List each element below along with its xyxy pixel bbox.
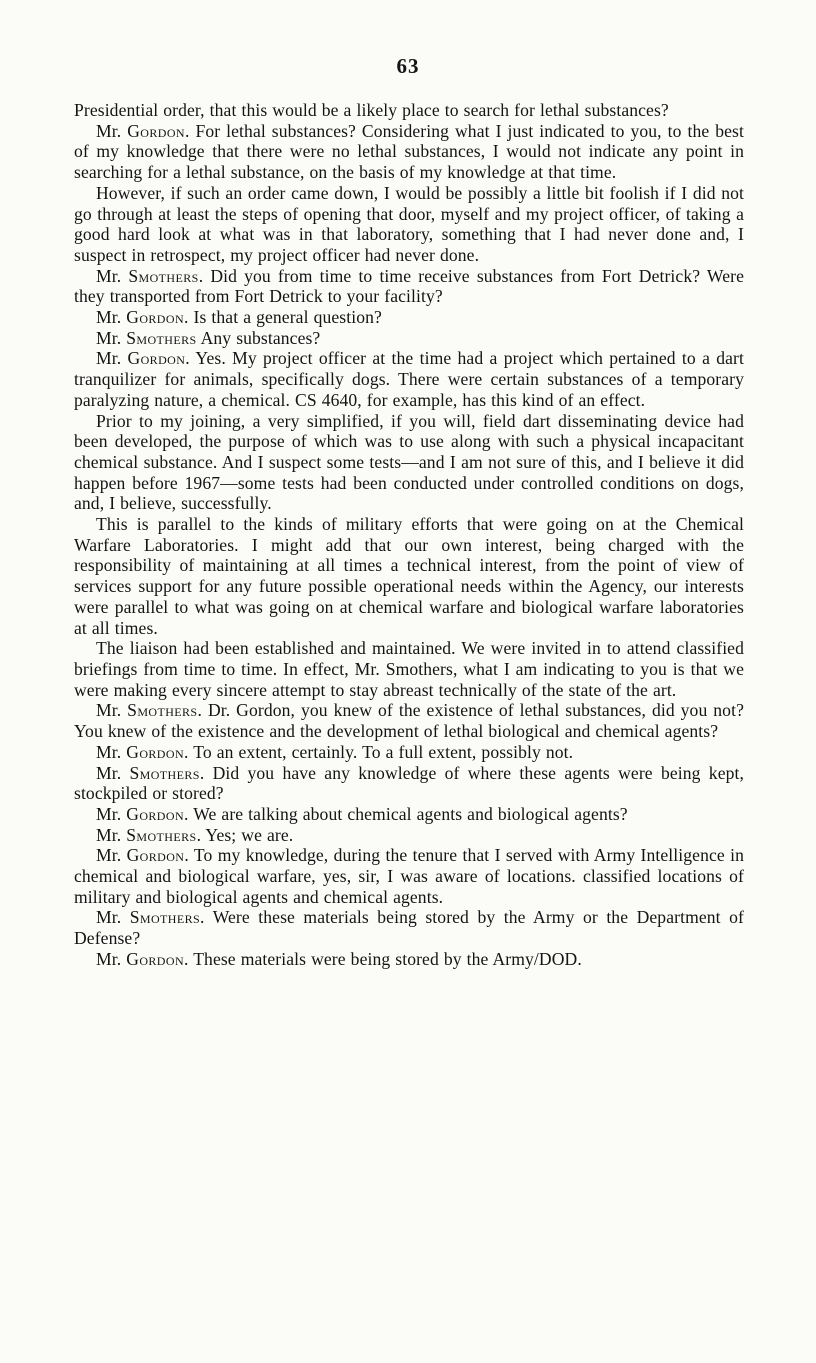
speaker-prefix: Mr. bbox=[96, 762, 130, 783]
paragraph bbox=[74, 742, 744, 763]
speaker-name: Smothers bbox=[127, 700, 198, 721]
paragraph-text: The liaison had been established and maintained. We were invited in to attend classified briefings from time to time. In effect, Mr. Smothers, what I am indicating to you is that we were making every sincere attempt to stay abreast technically of the state of the art. bbox=[74, 638, 744, 700]
paragraph-text: However, if such an order came down, I would be possibly a little bit foolish if I did not go through at least the steps of opening that door, myself and my project officer, of taking a good hard look at what was in that laboratory, something that I had never done and, I suspect in retrospect, my project officer had never done. bbox=[74, 182, 744, 265]
paragraph-text: Dr. Gordon, you knew of the existence of lethal substances, did you not? You knew of the existence and the development of lethal biological and chemical agents? bbox=[74, 700, 744, 742]
paragraph-text: To an extent, certainly. To a full extent, possibly not. bbox=[193, 741, 574, 762]
speaker-prefix: Mr. bbox=[96, 803, 127, 824]
speaker-after: . bbox=[185, 348, 196, 369]
paragraph-text: Is that a general question? bbox=[193, 307, 382, 328]
paragraph bbox=[74, 638, 744, 700]
paragraph-text: These materials were being stored by the Army/DOD. bbox=[193, 948, 582, 969]
speaker-after: . bbox=[184, 307, 194, 328]
paragraph bbox=[74, 100, 744, 121]
speaker-after: . bbox=[184, 803, 194, 824]
paragraph-text: Yes. My project officer at the time had a project which pertained to a dart tranquilizer for animals, specifically dogs. There were certain substances of a temporary paralyzing nature, a chemical. CS 4640, for example, has this kind of an effect. bbox=[74, 348, 745, 410]
speaker-name: Gordon bbox=[127, 348, 186, 369]
speaker-prefix: Mr. bbox=[96, 348, 128, 369]
paragraph-text: To my knowledge, during the tenure that I served with Army Intelligence in chemical and biological warfare, yes, sir, I was aware of locations. classified locations of military and biological agents and chemical agents. bbox=[74, 845, 744, 907]
speaker-name: Gordon bbox=[126, 307, 185, 328]
paragraph-text: For lethal substances? Considering what I just indicated to you, to the best of my knowledge that there were no lethal substances, I would not indicate any point in searching for a lethal substance, on the basis of my knowledge at that time. bbox=[74, 120, 744, 183]
paragraph-text: Did you have any knowledge of where these agents were being kept, stockpiled or stored? bbox=[74, 762, 744, 804]
paragraph bbox=[74, 121, 744, 183]
paragraph bbox=[74, 949, 744, 970]
speaker-after: . bbox=[184, 845, 194, 866]
paragraph-text: Presidential order, that this would be a likely place to search for lethal substances? bbox=[74, 100, 669, 120]
speaker-name: Smothers bbox=[128, 265, 199, 286]
speaker-after: . bbox=[198, 265, 211, 286]
speaker-name: Smothers bbox=[126, 327, 197, 348]
speaker-after: . bbox=[197, 700, 208, 721]
speaker-name: Gordon bbox=[126, 845, 185, 866]
paragraph bbox=[74, 804, 744, 825]
speaker-prefix: Mr. bbox=[96, 741, 127, 762]
speaker-name: Smothers bbox=[129, 762, 200, 783]
page-number: 63 bbox=[396, 54, 420, 78]
speaker-prefix: Mr. bbox=[96, 307, 127, 328]
paragraph bbox=[74, 411, 744, 515]
paragraph bbox=[74, 825, 744, 846]
speaker-prefix: Mr. bbox=[96, 824, 127, 845]
paragraph bbox=[74, 307, 744, 328]
paragraph-text: Prior to my joining, a very simplified, if you will, field dart disseminating device had been developed, the purpose of which was to use along with such a physical incapacitant chemical substance. And I suspect some tests—and I am not sure of this, and I believe it did happen before 1967—some tests had been conducted under controlled conditions on dogs, and, I believe, successfully. bbox=[74, 410, 744, 514]
transcript-body bbox=[74, 100, 744, 970]
speaker-name: Gordon bbox=[126, 948, 185, 969]
paragraph bbox=[74, 183, 744, 266]
speaker-after: . bbox=[184, 120, 196, 141]
paragraph bbox=[74, 700, 744, 741]
speaker-prefix: Mr. bbox=[96, 120, 128, 141]
paragraph bbox=[74, 514, 744, 638]
speaker-name: Smothers bbox=[126, 824, 197, 845]
speaker-prefix: Mr. bbox=[96, 907, 130, 928]
paragraph bbox=[74, 328, 744, 349]
paragraph bbox=[74, 845, 744, 907]
speaker-prefix: Mr. bbox=[96, 327, 127, 348]
paragraph bbox=[74, 907, 744, 948]
speaker-prefix: Mr. bbox=[96, 700, 128, 721]
speaker-after: . bbox=[184, 948, 194, 969]
speaker-prefix: Mr. bbox=[96, 845, 127, 866]
paragraph-text: Did you from time to time receive substances from Fort Detrick? Were they transported from Fort Detrick to your facility? bbox=[74, 265, 744, 307]
speaker-after: . bbox=[199, 762, 213, 783]
paragraph bbox=[74, 266, 744, 307]
paragraph bbox=[74, 348, 744, 410]
paragraph-text: Any substances? bbox=[200, 327, 321, 348]
speaker-name: Gordon bbox=[126, 803, 185, 824]
speaker-prefix: Mr. bbox=[96, 265, 129, 286]
paragraph-text: We are talking about chemical agents and biological agents? bbox=[193, 803, 628, 824]
speaker-after: . bbox=[196, 824, 206, 845]
speaker-after: . bbox=[184, 741, 194, 762]
paragraph bbox=[74, 763, 744, 804]
speaker-name: Gordon bbox=[127, 120, 185, 141]
speaker-name: Gordon bbox=[126, 741, 185, 762]
speaker-name: Smothers bbox=[129, 907, 201, 928]
paragraph-text: Were these materials being stored by the Army or the Department of Defense? bbox=[74, 907, 744, 949]
speaker-prefix: Mr. bbox=[96, 948, 127, 969]
paragraph-text: This is parallel to the kinds of military efforts that were going on at the Chemical Warfare Laboratories. I might add that our own interest, being charged with the responsibility of maintaining at all times a technical interest, from the point of view of services support for any future possible operational needs within the Agency, our interests were parallel to what was going on at chemical warfare and biological warfare laboratories at all times. bbox=[74, 514, 744, 638]
speaker-after: . bbox=[200, 907, 213, 928]
paragraph-text: Yes; we are. bbox=[205, 824, 294, 845]
